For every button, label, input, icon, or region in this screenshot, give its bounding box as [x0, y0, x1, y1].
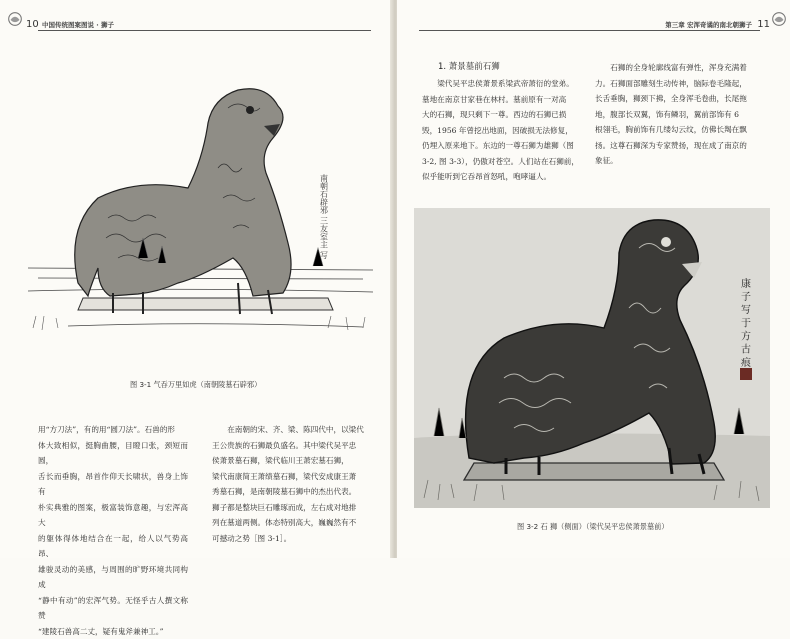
header-rule-right: [419, 30, 760, 31]
left-text-column-2: [212, 422, 375, 546]
text-line: 狮子都是整块巨石雕琢而成，左右成对地排: [212, 500, 375, 516]
page-number-right: 11: [757, 19, 770, 30]
stone-bixie-sketch: [28, 78, 373, 340]
text-line: “静中有动”的宏浑气势。无怪乎古人撰文称赞: [38, 593, 188, 624]
text-line: 根翎毛，胸前饰有几缕勾云纹，仿佛长羯在飘: [595, 122, 753, 138]
text-line: 象征。: [595, 153, 753, 169]
right-text-column-1: [422, 60, 582, 185]
left-text-column-1: [38, 422, 188, 639]
text-line: 在南朝的宋、齐、梁、陈四代中，以梁代: [212, 422, 375, 438]
text-line: 舌长而垂胸，昂首作仰天长啸状，兽身上饰有: [38, 469, 188, 500]
text-line: 毁，1956 年曾挖出地面，因破损无法修复，: [422, 123, 582, 139]
text-line: 梁代吴平忠侯萧景系梁武帝萧衍的堂弟。: [422, 76, 582, 92]
stone-lion-ink-drawing: [414, 208, 770, 508]
text-line: 用“方刀法”，有的用“圆刀法”。石兽的形: [38, 422, 188, 438]
lion-ornament-icon: [770, 10, 788, 28]
figure-inscription-right: 康 子 写 于 方 古 痕: [739, 277, 751, 368]
figure-caption-left: 图 3-1 气吞万里如虎（南朝陵墓石辟邪）: [130, 380, 261, 390]
running-head-right: 第三章 宏浑奇谲的南北朝狮子: [665, 20, 752, 29]
seal-stamp-icon: [740, 368, 752, 380]
text-line: 可撼动之势［图 3-1］。: [212, 531, 375, 547]
text-line: 似乎能听到它吞昂首怒吼，咆哮逼人。: [422, 169, 582, 185]
page-number-left: 10: [26, 19, 39, 30]
right-text-column-2: [595, 60, 753, 169]
text-line: 侯萧景墓石狮，梁代临川王萧宏墓石狮，: [212, 453, 375, 469]
text-line: “建陵石兽高二丈，疑有鬼斧兼神工。”: [38, 624, 188, 639]
text-line: 体大致相似，挺胸曲腰，目瞪口张，颈短而圆，: [38, 438, 188, 469]
text-line: 列在墓道两侧。体态特别高大，巍巍然有不: [212, 515, 375, 531]
text-line: 扬。这尊石狮深为专家赞扬，现在成了南京的: [595, 138, 753, 154]
text-line: 力。石狮面部雕刻生动传神，脑际卷毛隆起，: [595, 76, 753, 92]
text-line: 大的石狮，现只剩下一尊。西边的石狮已损: [422, 107, 582, 123]
figure-caption-right: 图 3-2 石 狮（侧面）（梁代吴平忠侯萧景墓前）: [517, 522, 669, 532]
running-head-left: 中国传统图案图说 · 狮子: [42, 20, 114, 29]
text-line: 长舌垂胸，狮颈下拂，全身浑毛卷曲，长尾拖: [595, 91, 753, 107]
text-line: 墓地在南京甘家巷在林村。墓前原有一对高: [422, 92, 582, 108]
text-line: 朴实典雅的图案，极富装饰意趣，与宏浑高大: [38, 500, 188, 531]
section-title: 1. 萧景墓前石狮: [438, 60, 582, 74]
text-line: 王公贵族的石狮最负盛名。其中梁代吴平忠: [212, 438, 375, 454]
text-line: 秀墓石狮，是南朝陵墓石狮中的杰出代表。: [212, 484, 375, 500]
left-page: [0, 0, 393, 558]
text-line: 3-2, 图 3-3），仍傲对苍空。人们站在石狮前，: [422, 154, 582, 170]
lion-ornament-icon: [6, 10, 24, 28]
text-line: 仍埋入原来地下。东边的一尊石狮为雄狮（图: [422, 138, 582, 154]
text-line: 雄骏灵动的美感，与周围的旷野环境共同构成: [38, 562, 188, 593]
figure-inscription-left: 南朝石辟邪 三友室主 写: [320, 173, 329, 260]
text-line: 梁代南康简王萧绩墓石狮，梁代安成康王萧: [212, 469, 375, 485]
text-line: 石狮的全身轮廓线富有弹性，浑身充满着: [595, 60, 753, 76]
text-line: 的躯体得体地结合在一起，给人以气势高昂、: [38, 531, 188, 562]
text-line: 地，腹部长双翼，饰有鳞羽，翼前部饰有 6: [595, 107, 753, 123]
header-rule-left: [38, 30, 371, 31]
